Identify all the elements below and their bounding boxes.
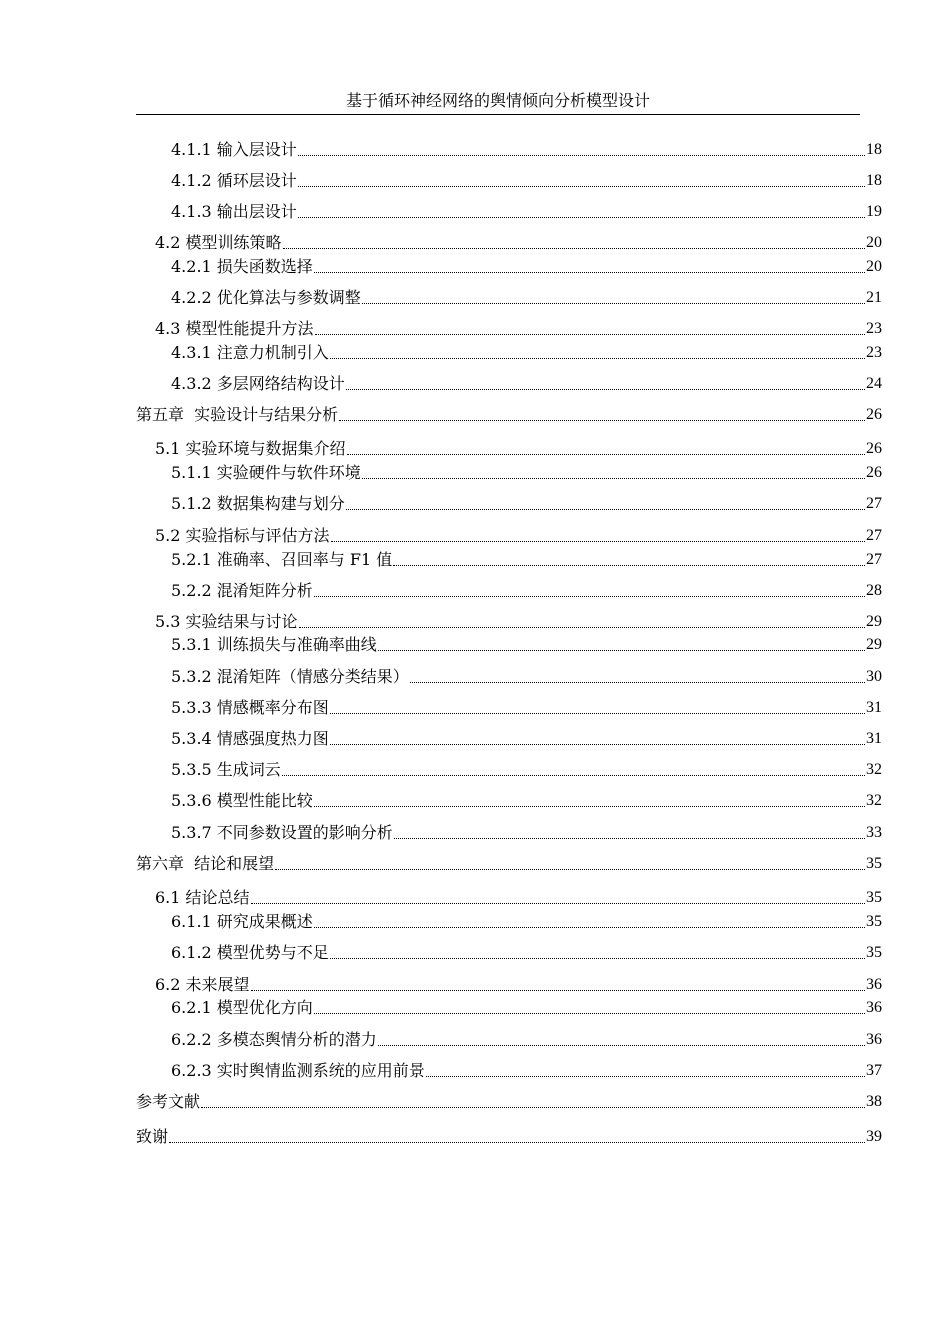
toc-dot-leader: [282, 775, 865, 776]
toc-dot-leader: [298, 217, 865, 218]
toc-entry-page-number: 30: [866, 668, 882, 685]
toc-entry-page-number: 18: [866, 141, 882, 158]
toc-dot-leader: [298, 186, 865, 187]
toc-entry-page-number: 23: [866, 344, 882, 361]
toc-entry[interactable]: [0, 140, 950, 160]
toc-dot-leader: [251, 990, 865, 991]
toc-entry[interactable]: [0, 667, 950, 687]
toc-entry-label: 5.3.3 情感概率分布图: [171, 698, 329, 717]
toc-entry-page-number: 21: [866, 289, 882, 306]
toc-entry[interactable]: [0, 171, 950, 191]
toc-dot-leader: [330, 744, 865, 745]
toc-entry-line: [171, 463, 882, 483]
toc-entry[interactable]: [0, 729, 950, 749]
toc-entry-line: [171, 791, 882, 811]
toc-entry-label: 第五章 实验设计与结果分析: [136, 405, 339, 424]
toc-entry-label: 4.1.1 输入层设计: [171, 140, 297, 159]
toc-entry-label: 5.3.2 混淆矩阵（情感分类结果）: [171, 667, 409, 686]
toc-dot-leader: [331, 541, 865, 542]
toc-entry[interactable]: [0, 888, 950, 908]
toc-dot-leader: [299, 627, 865, 628]
toc-entry-line: [171, 698, 882, 718]
toc-dot-leader: [315, 334, 865, 335]
toc-entry[interactable]: [0, 912, 950, 932]
toc-entry[interactable]: [0, 1061, 950, 1081]
toc-entry-line: [171, 943, 882, 963]
toc-dot-leader: [378, 1045, 865, 1046]
toc-dot-leader: [362, 478, 865, 479]
toc-entry-page-number: 35: [866, 913, 882, 930]
toc-entry-label: 5.2.2 混淆矩阵分析: [171, 581, 313, 600]
toc-entry-label: 6.2.1 模型优化方向: [171, 998, 313, 1017]
toc-dot-leader: [201, 1107, 865, 1108]
toc-entry-page-number: 20: [866, 234, 882, 251]
toc-dot-leader: [426, 1076, 865, 1077]
toc-entry-label: 5.1.2 数据集构建与划分: [171, 494, 345, 513]
toc-entry-page-number: 32: [866, 761, 882, 778]
toc-entry-line: [171, 374, 882, 394]
toc-entry-label: 参考文献: [136, 1092, 201, 1111]
toc-entry-line: [136, 405, 882, 425]
toc-entry-line: [171, 171, 882, 191]
toc-entry-page-number: 35: [866, 855, 882, 872]
toc-entry[interactable]: [0, 288, 950, 308]
toc-entry[interactable]: [0, 463, 950, 483]
toc-entry-page-number: 27: [866, 527, 882, 544]
toc-entry-label: 5.3.7 不同参数设置的影响分析: [171, 823, 393, 842]
toc-dot-leader: [346, 509, 865, 510]
toc-dot-leader: [339, 420, 865, 421]
toc-entry-label: 4.3 模型性能提升方法: [155, 319, 314, 338]
toc-entry-line: [171, 1061, 882, 1081]
toc-entry-label: 第六章 结论和展望: [136, 854, 275, 873]
toc-dot-leader: [330, 713, 865, 714]
toc-entry-page-number: 36: [866, 1031, 882, 1048]
toc-entry[interactable]: [0, 854, 950, 874]
toc-entry-page-number: 23: [866, 320, 882, 337]
toc-entry[interactable]: [0, 202, 950, 222]
toc-entry-label: 6.1 结论总结: [155, 888, 250, 907]
toc-entry[interactable]: [0, 319, 950, 339]
toc-entry-page-number: 29: [866, 636, 882, 653]
toc-entry-page-number: 36: [866, 976, 882, 993]
toc-entry-page-number: 19: [866, 203, 882, 220]
toc-entry[interactable]: [0, 791, 950, 811]
toc-entry[interactable]: [0, 998, 950, 1018]
toc-entry-label: 5.1.1 实验硬件与软件环境: [171, 463, 361, 482]
toc-entry-line: [136, 1127, 882, 1147]
toc-entry[interactable]: [0, 439, 950, 459]
toc-entry-line: [171, 667, 882, 687]
toc-dot-leader: [378, 650, 865, 651]
toc-entry-line: [171, 257, 882, 277]
toc-entry-line: [171, 760, 882, 780]
toc-entry-line: [155, 975, 882, 995]
toc-entry[interactable]: [0, 612, 950, 632]
toc-entry[interactable]: [0, 257, 950, 277]
toc-entry[interactable]: [0, 494, 950, 514]
toc-entry-label: 5.3.5 生成词云: [171, 760, 281, 779]
toc-entry-page-number: 20: [866, 258, 882, 275]
toc-entry-label: 5.3.1 训练损失与准确率曲线: [171, 635, 377, 654]
toc-entry[interactable]: [0, 405, 950, 425]
toc-entry-line: [171, 202, 882, 222]
toc-entry-label: 5.1 实验环境与数据集介绍: [155, 439, 346, 458]
toc-dot-leader: [314, 806, 865, 807]
toc-entry-label: 6.1.1 研究成果概述: [171, 912, 313, 931]
toc-entry[interactable]: [0, 635, 950, 655]
toc-entry-page-number: 27: [866, 495, 882, 512]
toc-dot-leader: [393, 565, 865, 566]
toc-entry-page-number: 37: [866, 1062, 882, 1079]
toc-entry[interactable]: [0, 760, 950, 780]
toc-dot-leader: [314, 272, 865, 273]
toc-entry-label: 4.3.2 多层网络结构设计: [171, 374, 345, 393]
toc-entry-page-number: 33: [866, 824, 882, 841]
toc-entry-page-number: 36: [866, 999, 882, 1016]
toc-dot-leader: [330, 958, 865, 959]
toc-entry-line: [155, 233, 882, 253]
toc-entry-line: [171, 494, 882, 514]
toc-dot-leader: [394, 838, 865, 839]
toc-dot-leader: [298, 155, 865, 156]
toc-entry-page-number: 35: [866, 944, 882, 961]
toc-entry-line: [171, 998, 882, 1018]
toc-entry-line: [171, 912, 882, 932]
toc-entry-label: 4.2.2 优化算法与参数调整: [171, 288, 361, 307]
toc-entry-page-number: 26: [866, 464, 882, 481]
toc-entry-label: 6.2 未来展望: [155, 975, 250, 994]
toc-dot-leader: [362, 303, 865, 304]
toc-entry-page-number: 32: [866, 792, 882, 809]
toc-entry-line: [155, 319, 882, 339]
toc-entry-line: [171, 343, 882, 363]
toc-entry-page-number: 24: [866, 375, 882, 392]
toc-entry-label: 5.3.4 情感强度热力图: [171, 729, 329, 748]
toc-entry[interactable]: [0, 526, 950, 546]
toc-entry-label: 6.2.2 多模态舆情分析的潜力: [171, 1030, 377, 1049]
toc-entry[interactable]: [0, 343, 950, 363]
toc-entry-label: 6.2.3 实时舆情监测系统的应用前景: [171, 1061, 425, 1080]
toc-entry-line: [136, 1092, 882, 1112]
toc-entry-line: [155, 612, 882, 632]
toc-entry-page-number: 26: [866, 406, 882, 423]
toc-entry-line: [171, 550, 882, 570]
toc-entry-page-number: 31: [866, 699, 882, 716]
toc-entry[interactable]: [0, 1127, 950, 1147]
toc-dot-leader: [314, 596, 865, 597]
toc-entry-line: [171, 823, 882, 843]
toc-entry-label: 4.2 模型训练策略: [155, 233, 282, 252]
toc-entry-label: 4.1.2 循环层设计: [171, 171, 297, 190]
toc-dot-leader: [251, 903, 865, 904]
toc-entry-label: 5.3 实验结果与讨论: [155, 612, 298, 631]
toc-entry[interactable]: [0, 943, 950, 963]
toc-entry-line: [136, 854, 882, 874]
toc-entry-label: 6.1.2 模型优势与不足: [171, 943, 329, 962]
toc-dot-leader: [275, 869, 865, 870]
toc-entry[interactable]: [0, 698, 950, 718]
toc-dot-leader: [347, 454, 865, 455]
toc-entry[interactable]: [0, 1030, 950, 1050]
toc-entry-page-number: 31: [866, 730, 882, 747]
toc-entry-label: 4.3.1 注意力机制引入: [171, 343, 329, 362]
toc-entry-line: [171, 581, 882, 601]
toc-dot-leader: [314, 927, 865, 928]
toc-entry-line: [155, 526, 882, 546]
toc-entry-page-number: 39: [866, 1128, 882, 1145]
toc-entry-label: 4.1.3 输出层设计: [171, 202, 297, 221]
toc-entry[interactable]: [0, 374, 950, 394]
toc-entry-label: 致谢: [136, 1127, 169, 1146]
toc-entry-line: [171, 729, 882, 749]
toc-dot-leader: [410, 682, 865, 683]
toc-entry-line: [171, 288, 882, 308]
toc-dot-leader: [346, 389, 865, 390]
toc-entry-line: [171, 140, 882, 160]
toc-entry[interactable]: [0, 550, 950, 570]
toc-entry-line: [171, 635, 882, 655]
toc-dot-leader: [330, 358, 865, 359]
toc-entry-page-number: 35: [866, 889, 882, 906]
toc-entry-page-number: 18: [866, 172, 882, 189]
toc-entry-label: 5.2 实验指标与评估方法: [155, 526, 330, 545]
toc-entry[interactable]: [0, 233, 950, 253]
toc-entry-page-number: 29: [866, 613, 882, 630]
toc-entry-page-number: 26: [866, 440, 882, 457]
toc-entry-label: 5.2.1 准确率、召回率与 F1 值: [171, 550, 393, 569]
toc-entry-line: [155, 888, 882, 908]
toc-entry[interactable]: [0, 823, 950, 843]
toc-entry[interactable]: [0, 1092, 950, 1112]
toc-entry-label: 4.2.1 损失函数选择: [171, 257, 313, 276]
toc-entry-label: 5.3.6 模型性能比较: [171, 791, 313, 810]
toc-dot-leader: [283, 248, 865, 249]
toc-dot-leader: [169, 1142, 865, 1143]
toc-dot-leader: [314, 1013, 865, 1014]
toc-entry-line: [155, 439, 882, 459]
toc-entry-page-number: 28: [866, 582, 882, 599]
toc-entry[interactable]: [0, 975, 950, 995]
toc-entry-line: [171, 1030, 882, 1050]
toc-entry[interactable]: [0, 581, 950, 601]
toc-entry-page-number: 27: [866, 551, 882, 568]
toc-entry-page-number: 38: [866, 1093, 882, 1110]
running-header-title: 基于循环神经网络的舆情倾向分析模型设计: [345, 91, 650, 110]
